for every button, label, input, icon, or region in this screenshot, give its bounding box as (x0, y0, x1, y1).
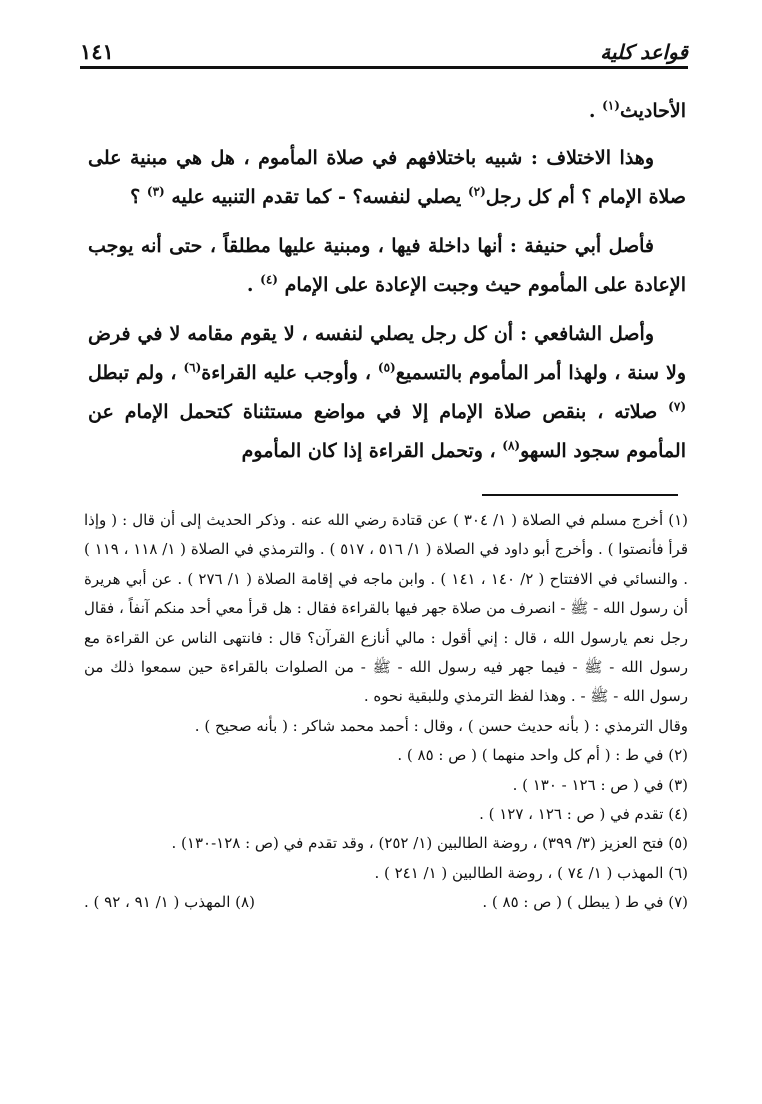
page-header (80, 28, 688, 64)
footnote-text: وقال الترمذي : ( بأنه حديث حسن ) ، وقال : أحمد محمد شاكر : ( بأنه صحيح ) . (194, 716, 688, 735)
text-run: يصلي لنفسه؟ - كما تقدم التنبيه عليه (164, 186, 468, 208)
footnote-3: (٣) في ( ص : ١٢٦ - ١٣٠ ) . (512, 775, 688, 794)
main-text (88, 92, 686, 481)
text-run: . (588, 100, 603, 122)
footnote-divider (482, 494, 678, 496)
paragraph-1 (88, 92, 686, 131)
text-run: ؟ (130, 186, 147, 208)
footnote-row (84, 888, 688, 917)
footnote-ref: (٣) (146, 184, 165, 199)
header-rule (80, 66, 688, 69)
footnote-text: (١) أخرج مسلم في الصلاة ( ١/ ٣٠٤ ) عن قتادة رضي الله عنه . وذكر الحديث إلى أن قال : ( وإذا قرأ فأنصتوا ) . وأخرج أبو داود في الصلاة ( ١/ ٥١٦ ، ٥١٧ ) . والترمذي في الصلاة ( ١/ ١١٨ ، ١١٩ ) . والنسائي في الافتتاح ( ٢/ ١٤٠ ، ١٤١ ) . وابن ماجه في إقامة الصلاة ( ١/ ٢٧٦ ) . عن أبي هريرة أن رسول الله - ﷺ - انصرف من صلاة جهر فيها بالقراءة فقال : هل قرأ معي أحد منكم آنفاً ، فقال رجل نعم يارسول الله ، قال : إني أقول : مالي أنازع القرآن؟ قال : فانتهى الناس عن القراءة مع رسول الله - ﷺ - فيما جهر فيه رسول الله - ﷺ - من الصلوات بالقراءة حين سمعوا ذلك من رسول الله - ﷺ - . وهذا لفظ الترمذي وللبقية نحوه . (84, 511, 689, 706)
footnote-ref: (٥) (377, 360, 396, 375)
paragraph-3 (88, 227, 686, 305)
footnote-4: (٤) تقدم في ( ص : ١٢٦ ، ١٢٧ ) . (479, 805, 688, 824)
text-run: صلاته ، بنقص صلاة الإمام إلا في مواضع مستثناة كتحمل الإمام عن المأموم سجود السهو (88, 401, 686, 462)
footnotes (84, 506, 688, 918)
footnote-2: (٢) في ط : ( أم كل واحد منهما ) ( ص : ٨٥ ) . (397, 746, 688, 765)
footnote-ref: (٧) (668, 399, 686, 414)
text-run: وأصل الشافعي : أن كل رجل يصلي لنفسه ، لا يقوم مقامه لا في فرض ولا سنة ، ولهذا أمر المأموم بالتسميع (88, 323, 686, 384)
footnote-7: (٧) في ط ( يبطل ) ( ص : ٨٥ ) . (482, 893, 688, 912)
running-title: قواعد كلية (600, 40, 688, 64)
page-number: ١٤١ (80, 39, 114, 64)
text-run: فأصل أبي حنيفة : أنها داخلة فيها ، ومبنية عليها مطلقاً ، حتى أنه يوجب الإعادة على المأموم حيث وجبت الإعادة على الإمام (88, 235, 686, 296)
footnote-5: (٥) فتح العزيز (٣/ ٣٩٩) ، روضة الطالبين (١/ ٢٥٢) ، وقد تقدم في (ص : ١٢٨-١٣٠) . (171, 834, 688, 853)
text-run: ، وتحمل القراءة إذا كان المأموم (241, 440, 503, 462)
footnote-ref: (٨) (502, 438, 521, 453)
text-run: . (246, 274, 261, 296)
text-run: ، ولم تبطل (88, 362, 184, 384)
text-run: ، وأوجب عليه القراءة (201, 362, 378, 384)
text-run: الأحاديث (619, 100, 686, 122)
footnote-ref: (١) (602, 98, 620, 113)
footnote-ref: (٢) (467, 184, 486, 199)
footnote-ref: (٤) (260, 272, 278, 287)
footnote-6: (٦) المهذب ( ١/ ٧٤ ) ، روضة الطالبين ( ١/ ٢٤١ ) . (374, 863, 688, 882)
text-run: وهذا الاختلاف : شبيه باختلافهم في صلاة المأموم ، هل هي مبنية على صلاة الإمام ؟ أم كل رجل (88, 147, 686, 208)
footnote-1 (84, 506, 688, 741)
footnote-8: (٨) المهذب ( ١/ ٩١ ، ٩٢ ) . (84, 893, 255, 912)
footnote-ref: (٦) (183, 360, 202, 375)
paragraph-4 (88, 315, 686, 471)
paragraph-2 (88, 139, 686, 217)
